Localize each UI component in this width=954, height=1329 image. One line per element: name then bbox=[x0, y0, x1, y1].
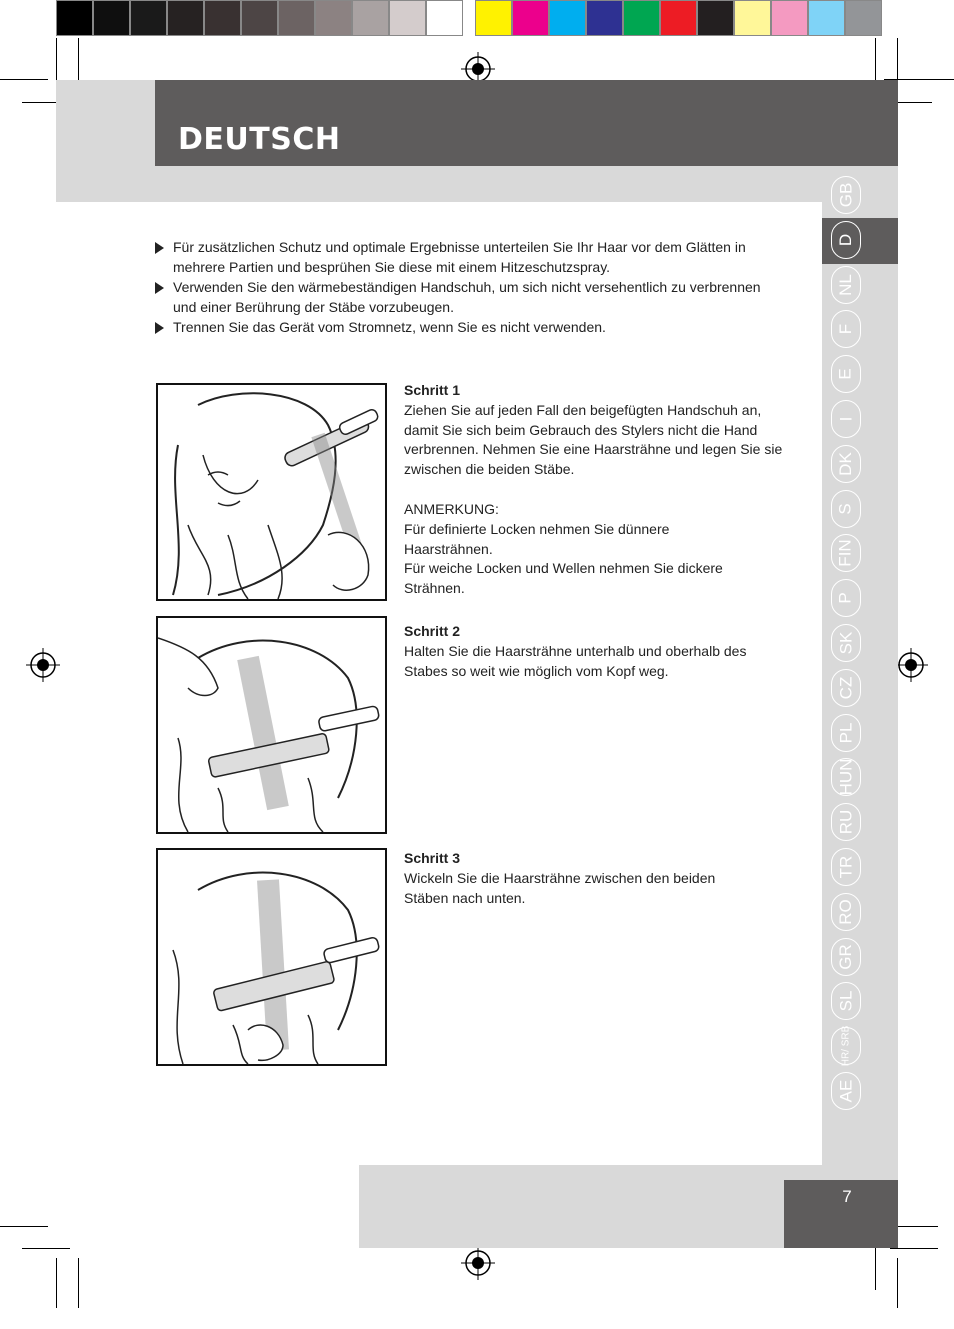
note-text: Für definierte Locken nehmen Sie dünnere Haarsträhnen. bbox=[404, 520, 670, 557]
language-tab-tr[interactable] bbox=[831, 848, 861, 886]
note-text: Für weiche Locken und Wellen nehmen Sie dickere Strähnen. bbox=[404, 560, 723, 597]
color-swatch bbox=[475, 0, 512, 36]
language-tab-ae[interactable] bbox=[831, 1072, 861, 1110]
language-tab-label: RU bbox=[836, 809, 855, 835]
bullet-text: Trennen Sie das Gerät vom Stromnetz, wenn Sie es nicht verwenden. bbox=[173, 319, 606, 335]
color-swatch bbox=[660, 0, 697, 36]
language-tab-label: GB bbox=[836, 182, 855, 208]
hair-strand-styler-icon bbox=[158, 618, 385, 832]
language-tab-label: AE bbox=[836, 1079, 855, 1103]
bullet-item bbox=[155, 238, 775, 277]
crop-mark bbox=[890, 1248, 938, 1249]
registration-mark-icon bbox=[461, 1246, 495, 1280]
color-swatch bbox=[167, 0, 204, 36]
crop-mark bbox=[0, 1226, 48, 1227]
color-swatch bbox=[512, 0, 549, 36]
color-swatch bbox=[623, 0, 660, 36]
step-1-text-block bbox=[404, 381, 784, 599]
step-description: Wickeln Sie die Haarsträhne zwischen den beiden Stäben nach unten. bbox=[404, 869, 716, 906]
bullet-item bbox=[155, 278, 775, 317]
language-tab-sk[interactable] bbox=[831, 624, 861, 662]
step-1-illustration bbox=[156, 383, 387, 601]
language-tab-cz[interactable] bbox=[831, 669, 861, 707]
language-tab-label: RO bbox=[836, 899, 855, 925]
bullet-item bbox=[155, 318, 775, 338]
step-title: Schritt 1 bbox=[404, 382, 461, 398]
language-tab-ro[interactable] bbox=[831, 893, 861, 931]
language-tab-i[interactable] bbox=[831, 400, 861, 438]
crop-mark bbox=[56, 1258, 57, 1308]
color-calibration-bar bbox=[56, 0, 882, 38]
language-tab-ru[interactable] bbox=[831, 803, 861, 841]
bullet-text: Für zusätzlichen Schutz und optimale Ergebnisse unterteilen Sie Ihr Haar vor dem Glätten in mehrere Partien und besprühen Sie diese mit einem Hitzeschutzspray. bbox=[173, 239, 746, 275]
styler-wrap-hair-icon bbox=[158, 850, 385, 1064]
language-tab-pl[interactable] bbox=[831, 714, 861, 752]
bullet-triangle-icon bbox=[155, 282, 164, 294]
language-tab-gb[interactable] bbox=[831, 176, 861, 214]
language-tab-label: I bbox=[835, 416, 855, 422]
bullet-triangle-icon bbox=[155, 322, 164, 334]
language-tab-label: D bbox=[836, 233, 855, 246]
language-tab-dk[interactable] bbox=[831, 445, 861, 483]
crop-mark bbox=[78, 1258, 79, 1308]
language-tab-e[interactable] bbox=[831, 355, 861, 393]
crop-mark bbox=[56, 38, 57, 86]
step-title: Schritt 2 bbox=[404, 623, 461, 639]
language-tab-sl[interactable] bbox=[831, 982, 861, 1020]
color-swatch bbox=[697, 0, 734, 36]
color-swatch bbox=[130, 0, 167, 36]
bullet-text: Verwenden Sie den wärmebeständigen Handschuh, um sich nicht versehentlich zu verbrennen und einer Berührung der Stäbe vorzubeugen. bbox=[173, 279, 761, 315]
note-label: ANMERKUNG: bbox=[404, 500, 499, 517]
language-tab-label: NL bbox=[835, 273, 855, 296]
step-3-text-block bbox=[404, 849, 784, 908]
color-swatch bbox=[586, 0, 623, 36]
color-swatch bbox=[204, 0, 241, 36]
language-tab-label: HR/ SRB bbox=[840, 1025, 851, 1067]
step-2-text-block bbox=[404, 622, 784, 681]
registration-mark-icon bbox=[894, 648, 928, 682]
language-tab-label: SL bbox=[835, 990, 855, 1012]
color-swatch bbox=[734, 0, 771, 36]
language-tab-label: CZ bbox=[835, 676, 855, 700]
color-swatch bbox=[808, 0, 845, 36]
crop-mark bbox=[0, 79, 48, 80]
step-description: Halten Sie die Haarsträhne unterhalb und oberhalb des Stabes so weit wie möglich vom Kopf weg. bbox=[404, 642, 747, 679]
language-tab-s[interactable] bbox=[831, 490, 861, 528]
language-tab-label: HUN bbox=[836, 758, 855, 796]
language-tab-hrsrb[interactable] bbox=[831, 1027, 861, 1065]
crop-mark bbox=[875, 38, 876, 86]
language-tab-label: S bbox=[836, 502, 855, 515]
language-tab-p[interactable] bbox=[831, 579, 861, 617]
step-title: Schritt 3 bbox=[404, 850, 461, 866]
color-swatch bbox=[389, 0, 426, 36]
language-tab-label: PL bbox=[835, 722, 855, 743]
color-swatch bbox=[426, 0, 463, 36]
language-tab-f[interactable] bbox=[831, 310, 861, 348]
color-swatch bbox=[93, 0, 130, 36]
color-swatch bbox=[771, 0, 808, 36]
color-swatch bbox=[241, 0, 278, 36]
bullet-triangle-icon bbox=[155, 242, 164, 254]
language-tab-label: GR bbox=[836, 943, 855, 970]
page-number: 7 bbox=[842, 1187, 852, 1206]
color-swatch bbox=[352, 0, 389, 36]
language-tab-gr[interactable] bbox=[831, 938, 861, 976]
language-tab-label: TR bbox=[835, 855, 855, 879]
safety-bullet-list bbox=[155, 238, 775, 339]
step-3-illustration bbox=[156, 848, 387, 1066]
language-tab-nl[interactable] bbox=[831, 266, 861, 304]
color-swatch bbox=[845, 0, 882, 36]
step-2-illustration bbox=[156, 616, 387, 834]
crop-mark bbox=[78, 38, 79, 86]
step-description: Ziehen Sie auf jeden Fall den beigefügten Handschuh an, damit Sie sich beim Gebrauch des Stylers nicht die Hand verbrennen. Nehmen Sie eine Haarsträhne und legen Sie sie zwischen die beiden Stäbe. bbox=[404, 401, 783, 478]
language-tab-label: F bbox=[835, 324, 855, 335]
crop-mark bbox=[22, 1248, 70, 1249]
language-tab-hun[interactable] bbox=[831, 758, 861, 796]
language-tab-label: SK bbox=[836, 631, 855, 655]
woman-styling-hair-icon bbox=[158, 385, 385, 599]
color-swatch bbox=[315, 0, 352, 36]
language-tab-label: FIN bbox=[835, 539, 855, 568]
color-swatch bbox=[549, 0, 586, 36]
page-title: DEUTSCH bbox=[178, 122, 341, 157]
color-swatch bbox=[278, 0, 315, 36]
language-tab-label: P bbox=[836, 592, 855, 604]
registration-mark-icon bbox=[26, 648, 60, 682]
language-tab-fin[interactable] bbox=[831, 534, 861, 572]
language-tab-label: DK bbox=[836, 451, 855, 476]
color-swatch bbox=[56, 0, 93, 36]
crop-mark bbox=[897, 1258, 898, 1308]
language-tab-d[interactable] bbox=[831, 221, 861, 259]
language-tab-label: E bbox=[836, 368, 855, 380]
